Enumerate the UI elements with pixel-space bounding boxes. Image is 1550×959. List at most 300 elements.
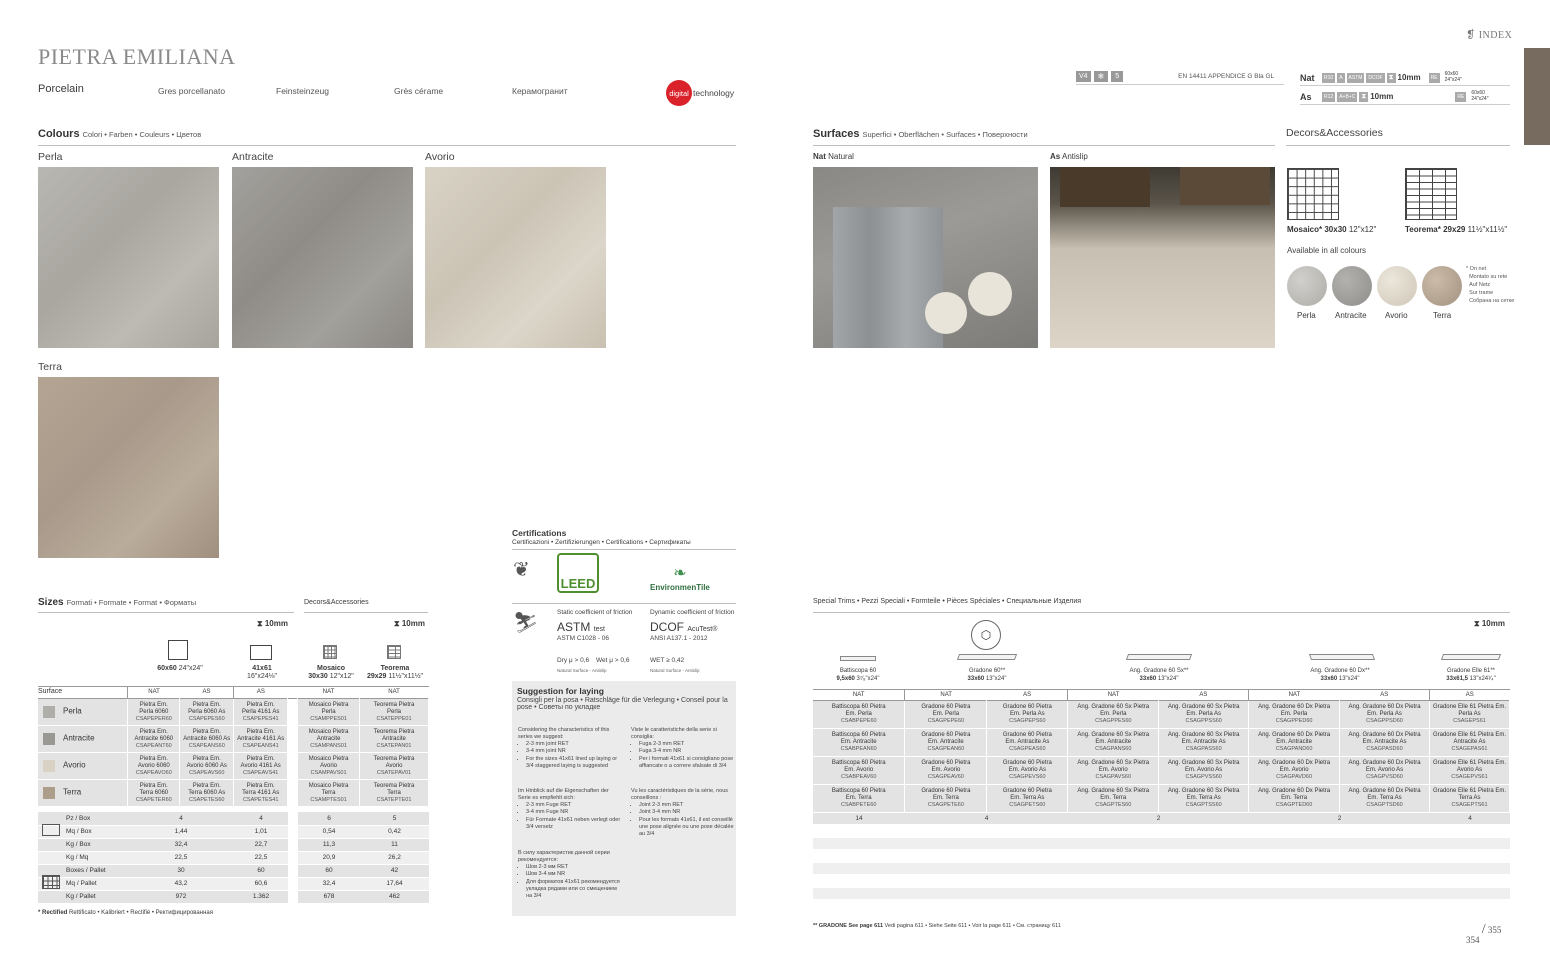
product-name: Ang. Gradone 60 Sx Pietra bbox=[1077, 704, 1150, 711]
product-cell bbox=[298, 699, 360, 726]
col-header: AS bbox=[202, 689, 211, 696]
divider bbox=[813, 145, 1275, 146]
product-code: CSAMPTES01 bbox=[310, 796, 347, 803]
pz-value: 4 bbox=[1468, 815, 1472, 822]
packing-value: 1,44 bbox=[128, 825, 234, 838]
mosaico-inch: 12"x12" bbox=[1348, 225, 1377, 234]
format-inch: 24"x24" bbox=[178, 665, 203, 672]
natsurf-label: Natural Surface - Antislip bbox=[557, 668, 607, 673]
norm-row bbox=[1076, 69, 1284, 85]
product-name: Em. Avorio bbox=[1279, 767, 1309, 774]
mosaico-size: Mosaico* 30x30 bbox=[1287, 225, 1347, 234]
suggestion-item: • Fuga 3-4 mm NR bbox=[639, 748, 735, 755]
product-name: Gradone 60 Pietra bbox=[1002, 760, 1052, 767]
suggestion-de bbox=[518, 788, 622, 831]
suggestion-item: • 2-3 mm Fuge RET bbox=[526, 802, 622, 809]
product-cell bbox=[180, 780, 234, 807]
format-inch: 16"x24⅛" bbox=[247, 673, 277, 681]
product-name: Pietra Em. bbox=[246, 782, 275, 789]
suggestion-item: • Per i formati 41x61 si consigliano pose affiancate o a correre sfalsate di 3/4 bbox=[639, 756, 735, 770]
product-name: Em. Perla bbox=[1100, 711, 1127, 718]
col-header: NAT bbox=[1068, 690, 1159, 701]
available-label: Available in all colours bbox=[1287, 246, 1367, 255]
product-name: Em. Terra As bbox=[1186, 795, 1221, 802]
row-colour: Terra bbox=[63, 787, 82, 797]
pz-value: 2 bbox=[1337, 815, 1342, 822]
spec-size: 60x60 bbox=[1471, 90, 1485, 96]
spec-size: 60x60 bbox=[1444, 71, 1459, 77]
product-code: CSAGPPED60 bbox=[1275, 718, 1313, 725]
trim-cell bbox=[1159, 701, 1249, 729]
packing-label: Pz / Box bbox=[38, 812, 128, 825]
decor-circle-perla[interactable] bbox=[1287, 266, 1327, 306]
trims-pz-row bbox=[813, 813, 1510, 824]
packing-value: 1.362 bbox=[234, 890, 288, 903]
trim-cell bbox=[1340, 701, 1430, 729]
lang-fr: Grès cérame bbox=[394, 86, 444, 96]
product-cell bbox=[360, 780, 429, 807]
spec-size-in: 24"x24" bbox=[1471, 95, 1489, 102]
product-name: Gradone 60 Pietra bbox=[1002, 704, 1052, 711]
chapter-tab[interactable] bbox=[1524, 48, 1550, 145]
product-name: Em. Terra bbox=[845, 795, 872, 802]
table-row bbox=[813, 757, 1510, 785]
format-name: Teorema bbox=[380, 665, 410, 672]
trim-name: Gradone Elle 61** bbox=[1446, 668, 1496, 674]
thickness-value: 10mm bbox=[1397, 73, 1421, 82]
rectified-footnote bbox=[38, 910, 213, 916]
packing-value: 4 bbox=[234, 812, 288, 825]
product-name: Gradone 60 Pietra bbox=[921, 704, 971, 711]
packing-label: Boxes / Pallet bbox=[38, 864, 128, 877]
packing-value: 11 bbox=[360, 838, 429, 851]
product-name: Terra bbox=[321, 789, 336, 796]
finish-nat-row bbox=[1300, 70, 1510, 86]
astm-name: ASTM bbox=[557, 620, 591, 634]
dcof-mark bbox=[650, 620, 717, 634]
pz-value: 14 bbox=[855, 815, 863, 822]
product-code: CSAPEAVS41 bbox=[243, 769, 279, 776]
digital-text: technology bbox=[693, 88, 735, 98]
product-name: Gradone Elle 61 Pietra Em. bbox=[1432, 732, 1507, 739]
thickness-value: 10mm bbox=[264, 619, 288, 628]
note-line: Собрана на сетке bbox=[1469, 297, 1515, 304]
format-name: 60x60 bbox=[157, 665, 177, 672]
product-cell bbox=[180, 753, 234, 780]
product-name: Em. Antracite bbox=[840, 739, 877, 746]
astm-test: test bbox=[593, 626, 605, 633]
suggestion-intro: В силу характеристик данной серии рекомендуется: bbox=[518, 850, 610, 864]
col-header: NAT bbox=[852, 691, 865, 698]
packing-value: 4 bbox=[128, 812, 234, 825]
product-name: Antracite 6060 As bbox=[183, 735, 231, 742]
product-cell bbox=[180, 699, 234, 726]
product-name: Em. Avorio As bbox=[1185, 767, 1223, 774]
suggestion-item: • Шов 2-3 мм RET bbox=[526, 864, 622, 871]
thickness-icon: ⧗ bbox=[1474, 619, 1480, 628]
col-header: AS bbox=[1380, 691, 1389, 698]
swatch-avorio[interactable] bbox=[425, 167, 606, 348]
r-badge: R12 bbox=[1324, 93, 1334, 100]
product-cell bbox=[298, 753, 360, 780]
swatch-label-perla: Perla bbox=[38, 151, 63, 163]
product-code: CSAGPTSS60 bbox=[1185, 802, 1222, 809]
product-name: Perla bbox=[321, 708, 336, 715]
trim-name: Ang. Gradone 60 Sx** bbox=[1129, 668, 1189, 674]
surface-as-photo bbox=[1050, 167, 1275, 348]
colours-heading bbox=[38, 128, 201, 140]
trim-size: 33x60 bbox=[1320, 675, 1338, 682]
packing-value: 0,54 bbox=[298, 825, 360, 838]
decor-circle-antracite[interactable] bbox=[1332, 266, 1372, 306]
product-name: Battiscopa 60 Pietra bbox=[831, 760, 886, 767]
packing-value: 60 bbox=[298, 864, 360, 877]
product-cell bbox=[298, 780, 360, 807]
suggestion-item: • 3-4 mm joint NR bbox=[526, 748, 622, 755]
row-colour: Antracite bbox=[63, 733, 95, 743]
format-inch: 12"x12" bbox=[329, 673, 354, 681]
product-name: Gradone Elle 61 Pietra Em. bbox=[1432, 760, 1507, 767]
product-code: CSAGEPTS61 bbox=[1451, 802, 1488, 809]
product-cell bbox=[234, 726, 288, 753]
product-name: Teorema Pietra bbox=[373, 782, 415, 789]
product-code: CSAPEAVS60 bbox=[189, 769, 225, 776]
slip-icon: ⛷ bbox=[513, 612, 539, 634]
page-title: PIETRA EMILIANA bbox=[38, 44, 236, 69]
decor-circle-terra[interactable] bbox=[1422, 266, 1462, 306]
static-label: Static coefficient of friction bbox=[557, 609, 633, 616]
table-row bbox=[38, 780, 429, 807]
divider bbox=[512, 603, 736, 604]
product-name: Teorema Pietra bbox=[373, 755, 415, 762]
product-name: Ang. Gradone 60 Sx Pietra bbox=[1167, 704, 1240, 711]
index-label: INDEX bbox=[1478, 30, 1513, 41]
surfaces-heading bbox=[813, 128, 1028, 140]
col-header: NAT bbox=[1249, 690, 1340, 701]
product-code: CSATEPTE01 bbox=[376, 796, 412, 803]
packing-value: 60 bbox=[234, 864, 288, 877]
trim-inch: 13"x24" bbox=[1338, 675, 1360, 682]
box-icon bbox=[42, 824, 60, 836]
wood-board bbox=[833, 207, 943, 348]
packing-value: 32,4 bbox=[128, 838, 234, 851]
spec-size-in: 24"x24" bbox=[1444, 76, 1462, 83]
packing-value: 22,7 bbox=[234, 838, 288, 851]
suggestion-intro: Im Hinblick auf die Eigenschaften der Serie es empfiehlt sich: bbox=[518, 788, 609, 802]
product-name: Ang. Gradone 60 Sx Pietra bbox=[1167, 788, 1240, 795]
product-code: CSAPEANS60 bbox=[188, 742, 225, 749]
tree-icon: ❦ bbox=[513, 559, 530, 581]
environmentile-logo bbox=[650, 563, 710, 592]
dynamic-label: Dynamic coefficient of friction bbox=[650, 609, 735, 616]
circle-label: Antracite bbox=[1335, 311, 1367, 320]
digital-badge: digital bbox=[666, 80, 692, 106]
product-name: Pietra Em. bbox=[192, 755, 221, 762]
product-name: Perla 6060 bbox=[139, 708, 169, 715]
suggestion-item: • Шов 3-4 мм NR bbox=[526, 871, 622, 878]
sizes-heading bbox=[38, 597, 196, 608]
trim-cell bbox=[1159, 729, 1249, 757]
mounting-icon: ⬡ bbox=[971, 620, 1001, 650]
product-cell bbox=[360, 753, 429, 780]
finish-code: Nat bbox=[1300, 72, 1315, 83]
product-name: Terra bbox=[387, 789, 401, 796]
page-numbers: 354 / 355 bbox=[1466, 922, 1502, 945]
packing-row bbox=[38, 812, 429, 825]
sizes-sub: Formati • Formate • Format • Форматы bbox=[66, 598, 197, 607]
product-code: CSAGPPSD60 bbox=[1366, 718, 1403, 725]
trim-size: 33x60 bbox=[967, 675, 985, 682]
product-name: Em. Perla As bbox=[1367, 711, 1402, 718]
product-name: Ang. Gradone 60 Sx Pietra bbox=[1077, 760, 1150, 767]
thickness-icon: ⧗ bbox=[394, 619, 400, 628]
natsurf-label: Natural Surface - Antislip bbox=[650, 668, 700, 673]
product-name: Gradone Elle 61 Pietra Em. bbox=[1432, 788, 1507, 795]
class-icon: 5 bbox=[1111, 71, 1123, 82]
trim-cell bbox=[813, 757, 905, 785]
packing-row bbox=[38, 864, 429, 877]
env-text: EnvironmenTile bbox=[650, 583, 710, 592]
cert-heading: Certifications bbox=[512, 528, 567, 538]
colour-chip bbox=[43, 760, 55, 772]
product-code: CSAPEANT60 bbox=[135, 742, 172, 749]
circle-label: Avorio bbox=[1385, 311, 1408, 320]
empty-row bbox=[813, 888, 1510, 899]
product-code: CSAPEAVO60 bbox=[135, 769, 172, 776]
product-code: CSAGEPAS61 bbox=[1451, 746, 1488, 753]
format-size: 30x30 bbox=[308, 673, 328, 681]
swatch-perla[interactable] bbox=[38, 167, 219, 348]
product-code: CSAGPPES60 bbox=[1095, 718, 1132, 725]
product-cell bbox=[234, 780, 288, 807]
suggestion-intro: Vu les caractéristiques de la série, nous conseillons : bbox=[631, 788, 729, 802]
empty-row bbox=[813, 863, 1510, 874]
product-name: Pietra Em. bbox=[192, 701, 221, 708]
bookmark-icon: ❡ bbox=[1466, 29, 1476, 41]
lang-ru: Керамогранит bbox=[512, 86, 568, 96]
packing-row bbox=[38, 851, 429, 864]
product-name: Pietra Em. bbox=[139, 782, 168, 789]
product-name: Ang. Gradone 60 Dx Pietra bbox=[1348, 704, 1421, 711]
product-code: CSAGPEPS60 bbox=[1009, 718, 1046, 725]
trim-cell bbox=[1429, 701, 1509, 729]
product-code: CSAGPAVS60 bbox=[1095, 774, 1132, 781]
product-code: CSAPETER60 bbox=[135, 796, 172, 803]
trim-cell bbox=[1249, 785, 1340, 813]
lang-de: Feinsteinzeug bbox=[276, 86, 329, 96]
swatch-label-avorio: Avorio bbox=[425, 151, 455, 163]
finish-as-row bbox=[1300, 89, 1510, 105]
thickness-icon: ⧗ bbox=[1361, 92, 1367, 100]
packing-value: 32,4 bbox=[298, 877, 360, 890]
packing-value: 678 bbox=[298, 890, 360, 903]
format-label bbox=[130, 665, 230, 672]
product-name: Em. Avorio bbox=[1098, 767, 1128, 774]
product-name: Pietra Em. bbox=[246, 701, 275, 708]
packing-value: 60,6 bbox=[234, 877, 288, 890]
trim-cell bbox=[1249, 757, 1340, 785]
divider bbox=[1286, 145, 1510, 146]
colours-title: Colours bbox=[38, 128, 80, 140]
trim-cell bbox=[1249, 701, 1340, 729]
trim-cell bbox=[1159, 757, 1249, 785]
product-name: Em. Terra As bbox=[1367, 795, 1402, 802]
product-cell bbox=[128, 780, 180, 807]
bowl-photo bbox=[968, 272, 1012, 316]
product-name: Em. Antracite As bbox=[1362, 739, 1407, 746]
suggestion-item: • Pour les formats 41x61, il est conseillé une pose alignée ou une pose décalée au 3/4 bbox=[639, 817, 735, 838]
trims-table bbox=[813, 689, 1510, 813]
surface-code: Nat bbox=[813, 152, 826, 161]
product-code: CSABPEPE60 bbox=[840, 718, 877, 725]
format-label bbox=[234, 665, 290, 682]
product-name: Antracite bbox=[382, 735, 406, 742]
product-name: Antracite bbox=[316, 735, 341, 742]
col-header: AS bbox=[1199, 691, 1208, 698]
thickness-label bbox=[1474, 619, 1505, 629]
trim-format bbox=[813, 668, 903, 683]
product-name: Avorio bbox=[320, 762, 338, 769]
col-header: NAT bbox=[388, 689, 400, 696]
packing-value: 22,5 bbox=[234, 851, 288, 864]
product-name: Ang. Gradone 60 Sx Pietra bbox=[1077, 788, 1150, 795]
product-name: Teorema Pietra bbox=[373, 728, 415, 735]
product-name: Em. Perla bbox=[932, 711, 960, 718]
suggestion-heading: Suggestion for laying bbox=[517, 686, 604, 696]
pz-value: 2 bbox=[1156, 815, 1161, 822]
product-name: Em. Antracite bbox=[1095, 739, 1132, 746]
product-name: Antracite 4161 As bbox=[237, 735, 285, 742]
product-code: CSATEPAN01 bbox=[376, 742, 412, 749]
trim-cell bbox=[905, 757, 987, 785]
product-name: Em. Antracite bbox=[928, 739, 964, 746]
suggestion-intro: Viste le caratteristiche della serie si consiglia: bbox=[631, 727, 717, 741]
colour-chip bbox=[43, 733, 55, 745]
thickness-value: 10mm bbox=[401, 619, 425, 628]
product-name: Mosaico Pietra bbox=[308, 782, 349, 789]
trim-cell bbox=[1340, 757, 1430, 785]
product-name: Gradone 60 Pietra bbox=[1002, 788, 1052, 795]
product-name: Ang. Gradone 60 Dx Pietra bbox=[1348, 732, 1421, 739]
swatch-terra[interactable] bbox=[38, 377, 219, 558]
table-row bbox=[38, 699, 429, 726]
product-name: Battiscopa 60 Pietra bbox=[831, 788, 886, 795]
format-label bbox=[302, 665, 360, 682]
trim-cell bbox=[813, 701, 905, 729]
product-code: CSAGPANS60 bbox=[1095, 746, 1132, 753]
product-name: Mosaico Pietra bbox=[308, 728, 349, 735]
col-header: NAT bbox=[905, 690, 987, 701]
pz-value: 4 bbox=[984, 815, 989, 822]
swatch-label-terra: Terra bbox=[38, 361, 62, 373]
product-name: Avorio As bbox=[1456, 767, 1483, 774]
row-colour: Perla bbox=[63, 706, 82, 716]
rect-41x61-icon bbox=[250, 645, 272, 660]
packing-label: Mq / Box bbox=[38, 825, 128, 838]
trim-cell bbox=[1429, 785, 1509, 813]
thickness-icon: ⧗ bbox=[1388, 73, 1394, 81]
v4-icon: V4 bbox=[1076, 71, 1091, 82]
product-name: Pietra Em. bbox=[139, 755, 168, 762]
decor-circle-avorio[interactable] bbox=[1377, 266, 1417, 306]
divider bbox=[512, 549, 736, 550]
note-star: * bbox=[1466, 266, 1469, 272]
product-name: Avorio 6060 As bbox=[186, 762, 227, 769]
footnote-text: Rettificato • Kalibriert • Rectifié • Ректифицированная bbox=[69, 910, 213, 916]
product-code: CSAPEPES60 bbox=[188, 715, 225, 722]
suggestion-intro: Considering the characteristics of this series we suggest: bbox=[518, 727, 610, 741]
product-name: Terra As bbox=[1458, 795, 1481, 802]
product-code: CSAPEANS41 bbox=[242, 742, 279, 749]
packing-value: 42 bbox=[360, 864, 429, 877]
packing-value: 972 bbox=[128, 890, 234, 903]
product-cell bbox=[360, 726, 429, 753]
product-code: CSABPEAV60 bbox=[841, 774, 877, 781]
packing-row bbox=[38, 890, 429, 903]
footnote-text: Vedi pagina 611 • Siehe Seite 611 • Voir la page 611 • См. страницу 611 bbox=[884, 923, 1061, 929]
trim-cell bbox=[1340, 785, 1430, 813]
thickness-value: 10mm bbox=[1370, 92, 1394, 101]
dcof-code: ANSI A137.1 - 2012 bbox=[650, 635, 708, 642]
product-name: Em. Perla As bbox=[1186, 711, 1222, 718]
trim-cell bbox=[987, 701, 1068, 729]
index-link[interactable] bbox=[1466, 28, 1512, 41]
trim-format bbox=[906, 668, 1068, 683]
product-name: Avorio 4161 As bbox=[240, 762, 281, 769]
product-cell bbox=[234, 699, 288, 726]
swatch-antracite[interactable] bbox=[232, 167, 413, 348]
product-name: Perla 6060 As bbox=[188, 708, 226, 715]
wet2-value: WET ≥ 0,42 bbox=[650, 657, 685, 664]
teorema-label bbox=[1405, 225, 1507, 234]
product-name: Em. Avorio bbox=[931, 767, 961, 774]
product-name: Mosaico Pietra bbox=[308, 755, 349, 762]
product-code: CSAGEPVS61 bbox=[1451, 774, 1488, 781]
packing-value: 1,01 bbox=[234, 825, 288, 838]
product-name: Em. Antracite As bbox=[1005, 739, 1050, 746]
colour-chip bbox=[43, 706, 55, 718]
product-code: CSAGPETE60 bbox=[927, 802, 964, 809]
finish-code: As bbox=[1300, 91, 1312, 102]
product-code: CSABPETE60 bbox=[840, 802, 877, 809]
mosaico-icon bbox=[323, 645, 337, 659]
col-header: NAT bbox=[322, 689, 335, 696]
table-row bbox=[38, 753, 429, 780]
packing-value: 462 bbox=[360, 890, 429, 903]
divider bbox=[38, 612, 294, 613]
divider bbox=[304, 612, 428, 613]
swatch-label-antracite: Antracite bbox=[232, 151, 274, 163]
product-name: Ang. Gradone 60 Sx Pietra bbox=[1167, 732, 1240, 739]
suggestion-sub: Consigli per la posa • Ratschläge für die Verlegung • Conseil pour la pose • Советы по укладке bbox=[517, 697, 728, 711]
product-name: Em. Perla As bbox=[1009, 711, 1045, 718]
product-name: Ang. Gradone 60 Dx Pietra bbox=[1348, 760, 1421, 767]
trim-cell bbox=[1068, 757, 1159, 785]
packing-value: 5 bbox=[360, 812, 429, 825]
ang-dx-icon bbox=[1309, 654, 1375, 660]
surface-name: Natural bbox=[828, 152, 854, 161]
product-name: Ang. Gradone 60 Dx Pietra bbox=[1258, 732, 1331, 739]
surfaces-title: Surfaces bbox=[813, 128, 860, 140]
product-name: Em. Perla bbox=[1280, 711, 1308, 718]
product-name: Battiscopa 60 Pietra bbox=[831, 732, 886, 739]
decors-heading: Decors&Accessories bbox=[1286, 127, 1383, 139]
product-name: Ang. Gradone 60 Dx Pietra bbox=[1258, 704, 1331, 711]
product-name: Teorema Pietra bbox=[373, 701, 415, 708]
product-name: Em. Avorio bbox=[844, 767, 874, 774]
page-right: 355 bbox=[1487, 925, 1502, 935]
trim-size: 33x61,5 bbox=[1446, 675, 1468, 682]
